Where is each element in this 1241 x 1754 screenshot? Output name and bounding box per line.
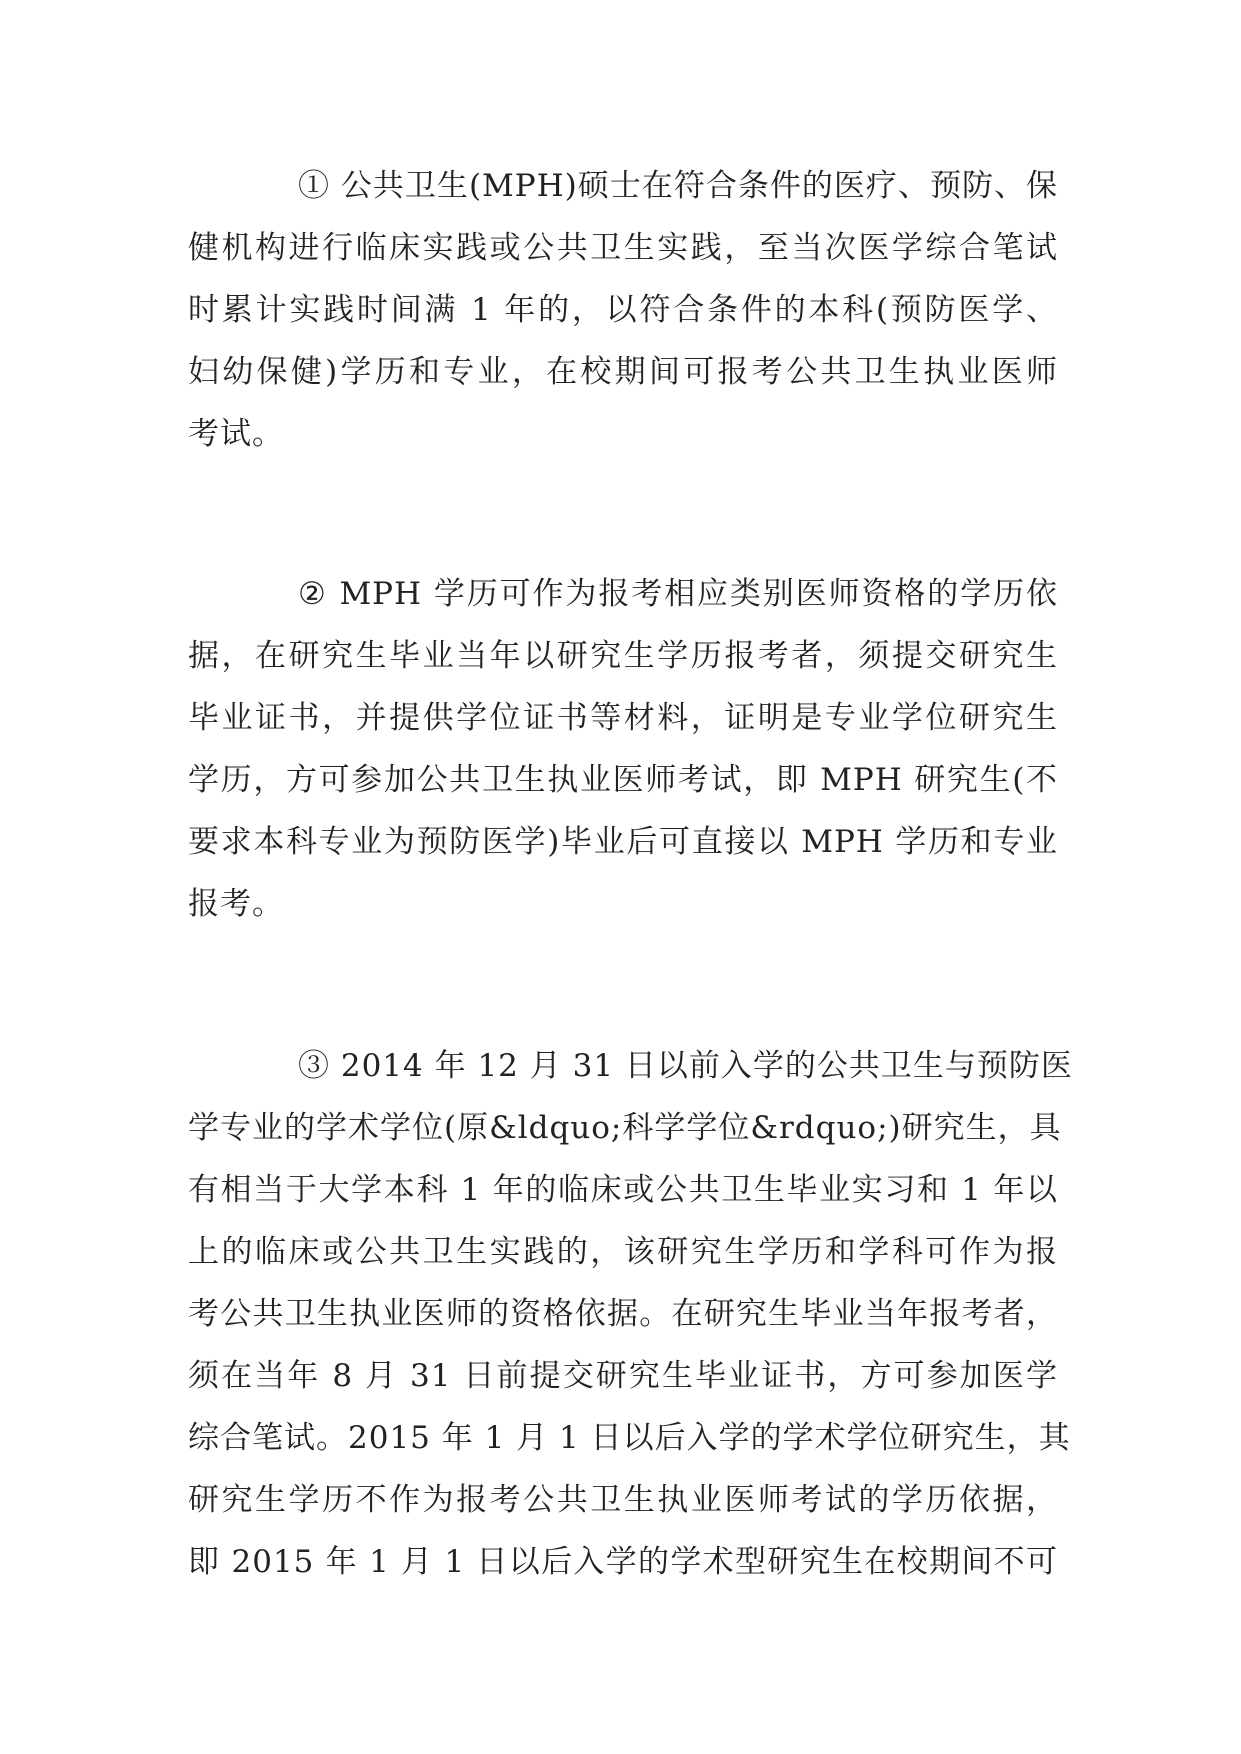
paragraph-2-line-3: 毕业证书，并提供学位证书等材料，证明是专业学位研究生 [188, 700, 1058, 736]
paragraph-2-line-5: 要求本科专业为预防医学)毕业后可直接以 MPH 学历和专业 [188, 824, 1058, 860]
paragraph-3 [188, 1035, 1073, 1593]
paragraph-3-line-8: 研究生学历不作为报考公共卫生执业医师考试的学历依据， [188, 1482, 1058, 1518]
paragraph-1 [188, 155, 1058, 465]
paragraph-2 [188, 563, 1058, 935]
paragraph-2-line-1: ② MPH 学历可作为报考相应类别医师资格的学历依 [298, 576, 1058, 612]
paragraph-1-line-4: 妇幼保健)学历和专业，在校期间可报考公共卫生执业医师 [188, 354, 1058, 390]
paragraph-3-line-6: 须在当年 8 月 31 日前提交研究生毕业证书，方可参加医学 [188, 1358, 1058, 1394]
paragraph-3-line-7: 综合笔试。2015 年 1 月 1 日以后入学的学术学位研究生，其 [188, 1420, 1071, 1456]
paragraph-3-line-9: 即 2015 年 1 月 1 日以后入学的学术型研究生在校期间不可 [188, 1544, 1058, 1580]
paragraph-2-line-6: 报考。 [188, 886, 284, 922]
paragraph-1-line-1: ① 公共卫生(MPH)硕士在符合条件的医疗、预防、保 [298, 168, 1058, 204]
paragraph-1-line-2: 健机构进行临床实践或公共卫生实践，至当次医学综合笔试 [188, 230, 1058, 266]
paragraph-3-line-5: 考公共卫生执业医师的资格依据。在研究生毕业当年报考者， [188, 1296, 1058, 1332]
paragraph-3-line-3: 有相当于大学本科 1 年的临床或公共卫生毕业实习和 1 年以 [188, 1172, 1058, 1208]
paragraph-2-line-4: 学历，方可参加公共卫生执业医师考试，即 MPH 研究生(不 [188, 762, 1058, 798]
paragraph-1-line-5: 考试。 [188, 416, 284, 452]
paragraph-3-line-2: 学专业的学术学位(原&ldquo;科学学位&rdquo;)研究生，具 [188, 1110, 1062, 1146]
paragraph-2-line-2: 据，在研究生毕业当年以研究生学历报考者，须提交研究生 [188, 638, 1058, 674]
paragraph-3-line-1: ③ 2014 年 12 月 31 日以前入学的公共卫生与预防医 [298, 1048, 1073, 1084]
paragraph-3-line-4: 上的临床或公共卫生实践的，该研究生学历和学科可作为报 [188, 1234, 1058, 1270]
paragraph-1-line-3: 时累计实践时间满 1 年的，以符合条件的本科(预防医学、 [188, 292, 1058, 328]
